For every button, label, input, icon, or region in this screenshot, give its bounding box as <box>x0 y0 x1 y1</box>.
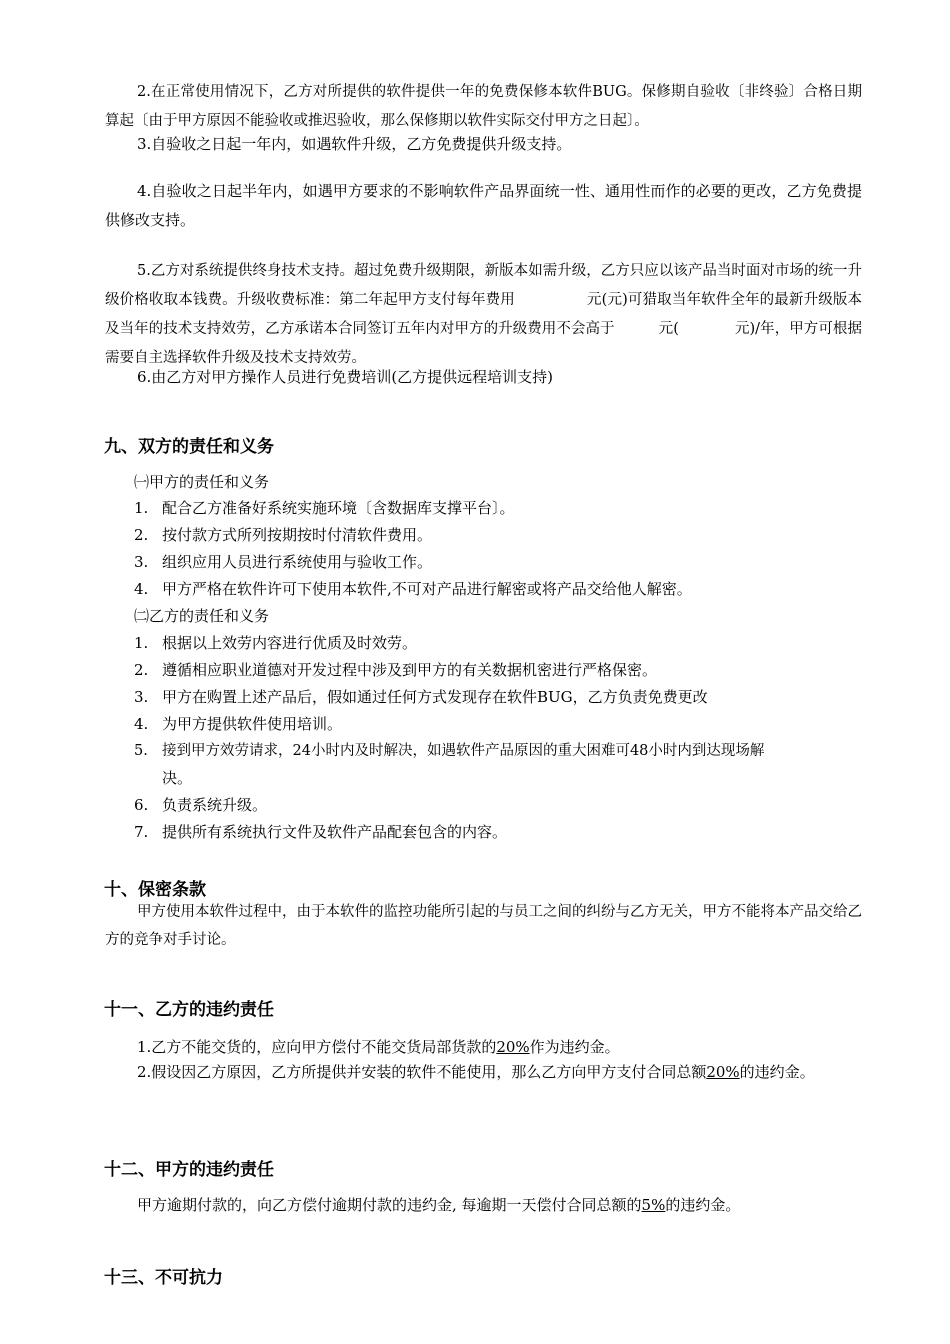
party-b-item: 1. 根据以上效劳内容进行优质及时效劳。 <box>134 634 418 652</box>
service-item-5: 5.乙方对系统提供终身技术支持。超过免费升级期限，新版本如需升级，乙方只应以该产品当时面对市场的统一升级价格收取本钱费。升级收费标准：第二年起甲方支付每年费用 元(元)可猎取当年软件全年的最新升级版本及当年的技术支持效劳，乙方承诺本合同签订五年内对甲方的升级费用不会高于 元( 元)/年，甲方可根据需要自主选择软件升级及技术支持效劳。 <box>105 263 862 366</box>
section-12-body: 甲方逾期付款的，向乙方偿付逾期付款的违约金, 每逾期一天偿付合同总额的5%的违约金。 <box>137 1196 741 1214</box>
service-item-4: 4.自验收之日起半年内，如遇甲方要求的不影响软件产品界面统一性、通用性而作的必要的更改，乙方免费提供修改支持。 <box>105 182 862 229</box>
section-11-item-1: 1.乙方不能交货的，应向甲方偿付不能交货局部货款的20%作为违约金。 <box>137 1038 620 1056</box>
party-a-item: 1. 配合乙方准备好系统实施环境〔含数据库支撑平台〕。 <box>134 499 515 517</box>
section-10-title: 十、保密条款 <box>104 880 206 900</box>
section-13-title: 十三、不可抗力 <box>104 1268 223 1288</box>
service-item-6: 6.由乙方对甲方操作人员进行免费培训(乙方提供远程培训支持) <box>137 368 554 386</box>
service-item-3: 3.自验收之日起一年内，如遇软件升级，乙方免费提供升级支持。 <box>137 135 572 153</box>
party-b-item: 2. 遵循相应职业道德对开发过程中涉及到甲方的有关数据机密进行严格保密。 <box>134 661 658 679</box>
party-b-item: 4. 为甲方提供软件使用培训。 <box>134 715 343 733</box>
service-item-2: 2.在正常使用情况下，乙方对所提供的软件提供一年的免费保修本软件BUG。保修期自验收〔非终验〕合格日期算起〔由于甲方原因不能验收或推迟验收，那么保修期以软件实际交付甲方之日起〕。 <box>105 84 862 129</box>
party-a-item: 2. 按付款方式所列按期按时付清软件费用。 <box>134 526 433 544</box>
party-b-item: 6. 负责系统升级。 <box>134 796 268 814</box>
section-11-title: 十一、乙方的违约责任 <box>104 1000 274 1020</box>
section-12-title: 十二、甲方的违约责任 <box>104 1160 274 1180</box>
penalty-rate: 20% <box>496 1038 530 1056</box>
party-a-heading: ㈠甲方的责任和义务 <box>134 473 270 491</box>
section-10-body: 甲方使用本软件过程中，由于本软件的监控功能所引起的与员工之间的纠纷与乙方无关，甲方不能将本产品交给乙方的竞争对手讨论。 <box>105 904 862 948</box>
party-b-item: 7. 提供所有系统执行文件及软件产品配套包含的内容。 <box>134 823 508 841</box>
penalty-rate: 20% <box>706 1063 740 1081</box>
section-9-title: 九、双方的责任和义务 <box>104 437 274 457</box>
party-b-heading: ㈡乙方的责任和义务 <box>134 607 270 625</box>
party-b-item: 5. 接到甲方效劳请求，24小时内及时解决，如遇软件产品原因的重大困难可48小时内到达现场解 <box>134 743 765 759</box>
party-b-item-continued: 决。 <box>162 769 193 787</box>
party-a-item: 3. 组织应用人员进行系统使用与验收工作。 <box>134 553 433 571</box>
section-11-item-2: 2.假设因乙方原因，乙方所提供并安装的软件不能使用，那么乙方向甲方支付合同总额20%的违约金。 <box>137 1063 815 1081</box>
party-b-item: 3. 甲方在购置上述产品后，假如通过任何方式发现存在软件BUG，乙方负责免费更改 <box>134 688 708 706</box>
penalty-rate: 5% <box>641 1196 666 1214</box>
party-a-item: 4. 甲方严格在软件许可下使用本软件,不可对产品进行解密或将产品交给他人解密。 <box>134 580 692 598</box>
